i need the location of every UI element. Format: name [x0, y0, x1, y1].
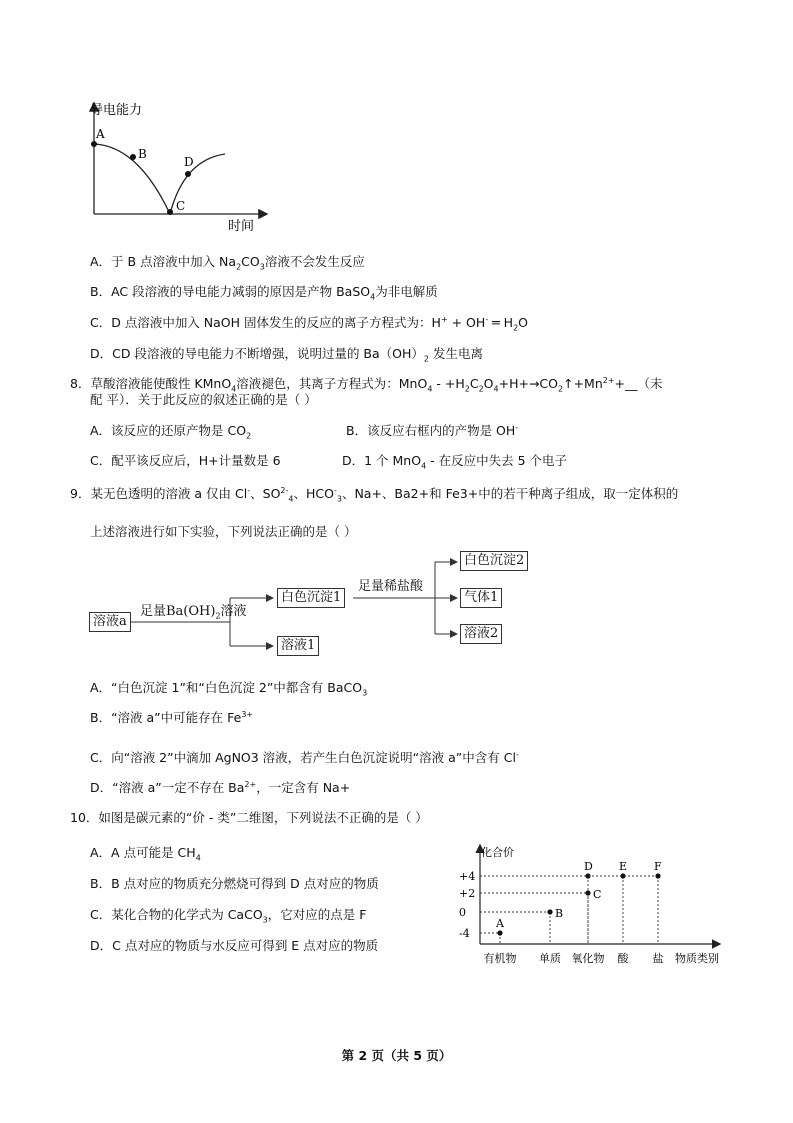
graph2-ylabel: 化合价 — [481, 846, 514, 859]
q8-stem-line1: 8．草酸溶液能使酸性 KMnO$_4$溶液褪色，其离子方程式为：$MnO_4 - +H_2C_2O_4+H+\to CO_2↑+Mn^{2+}+\_\_$（未 — [70, 375, 663, 394]
q8-stem-line2: 配 平）．关于此反应的叙述正确的是（ ） — [90, 392, 317, 407]
flow-reagent1: 足量$Ba(OH)_2$溶液 — [140, 604, 247, 621]
q7-option-d: D．CD 段溶液的导电能力不断增强，说明过量的 $Ba(OH)_2$ 发生电离 — [90, 346, 483, 364]
flow-solution-1: 溶液1 — [277, 636, 319, 656]
point-label-c: C — [593, 888, 602, 901]
point-a — [497, 930, 502, 935]
graph2-xlabel: 物质类别 — [675, 952, 719, 965]
point-c — [167, 209, 173, 215]
q8-option-a: A．该反应的还原产物是 $CO_2$ — [90, 423, 252, 441]
flow-solution-a: 溶液a — [89, 612, 131, 632]
point-a — [91, 141, 97, 147]
category-label: 盐 — [652, 952, 664, 965]
q8-option-d: D．1 个 MnO$_4$ - 在反应中失去 5 个电子 — [342, 453, 568, 471]
point-b — [547, 909, 552, 914]
graph1-ylabel: 导电能力 — [90, 103, 143, 118]
conductivity-graph — [80, 96, 280, 236]
q9-option-d: D．“溶液 a”一定不存在 $Ba^{2+}$，一定含有 Na+ — [90, 779, 351, 795]
q9-stem-line2: 上述溶液进行如下实验，下列说法正确的是（ ） — [90, 524, 357, 539]
q9-option-c: C．向“溶液 2”中滴加 AgNO3 溶液，若产生白色沉淀说明“溶液 a”中含有 Cl- — [90, 749, 519, 765]
flow-gas-1: 气体1 — [460, 588, 502, 608]
q7-option-a: A．于 B 点溶液中加入 $Na_2CO_3$溶液不会发生反应 — [90, 254, 365, 272]
q9-stem-line1: 9．某无色透明的溶液 a 仅由 Cl-、$SO^{2-}_4$、$HCO^-_3$、Na+、Ba2+和 Fe3+中的若干种离子组成，取一定体积的 — [70, 485, 679, 504]
q7-option-b: B．AC 段溶液的导电能力减弱的原因是产物 BaSO$_4$为非电解质 — [90, 284, 438, 302]
q9-option-a: A．“白色沉淀 1”和“白色沉淀 2”中都含有 BaCO$_3$ — [90, 680, 368, 698]
label-a: A — [96, 127, 105, 141]
q8-option-b: B．该反应右框内的产物是 OH- — [346, 422, 519, 438]
page-footer: 第 2 页（共 5 页） — [341, 1048, 452, 1063]
ytick-label: +4 — [459, 870, 476, 883]
label-b: B — [138, 147, 147, 161]
point-label-e: E — [619, 860, 628, 873]
category-label: 酸 — [617, 952, 629, 965]
q10-stem: 10．如图是碳元素的“价 - 类”二维图，下列说法不正确的是（ ） — [70, 810, 428, 825]
ytick-label: +2 — [459, 887, 476, 900]
point-d — [185, 171, 191, 177]
q7-option-c: C．D 点溶液中加入 NaOH 固体发生的反应的离子方程式为：H+ + OH- ═ $H_2O$ — [90, 314, 529, 333]
ytick-label: -4 — [459, 927, 470, 940]
flow-solution-2: 溶液2 — [460, 624, 502, 644]
label-d: D — [184, 155, 194, 169]
category-label: 氧化物 — [571, 952, 605, 965]
q10-option-b: B．B 点对应的物质充分燃烧可得到 D 点对应的物质 — [90, 876, 379, 891]
point-label-a: A — [496, 917, 504, 930]
q10-option-a: A．A 点可能是 $CH_4$ — [90, 845, 201, 863]
q8-option-c: C．配平该反应后，H+计量数是 6 — [90, 453, 281, 468]
ytick-label: 0 — [459, 906, 466, 919]
graph1-xlabel: 时间 — [228, 219, 255, 234]
point-label-b: B — [555, 907, 564, 920]
flow-white-ppt-2: 白色沉淀2 — [460, 551, 528, 571]
q9-option-b: B．“溶液 a”中可能存在 $Fe^{3+}$ — [90, 709, 254, 725]
point-label-f: F — [654, 860, 662, 873]
label-c: C — [176, 199, 186, 213]
q10-option-c: C．某化合物的化学式为 CaCO$_3$，它对应的点是 F — [90, 907, 367, 925]
point-label-d: D — [584, 860, 593, 873]
category-label: 有机物 — [483, 952, 517, 965]
q10-option-d: D．C 点对应的物质与水反应可得到 E 点对应的物质 — [90, 938, 379, 953]
valence-class-chart — [455, 840, 730, 970]
point-f — [655, 873, 660, 878]
category-label: 单质 — [539, 952, 561, 965]
flow-white-ppt-1: 白色沉淀1 — [277, 588, 345, 608]
flow-reagent2: 足量稀盐酸 — [358, 579, 424, 594]
point-b — [130, 154, 136, 160]
